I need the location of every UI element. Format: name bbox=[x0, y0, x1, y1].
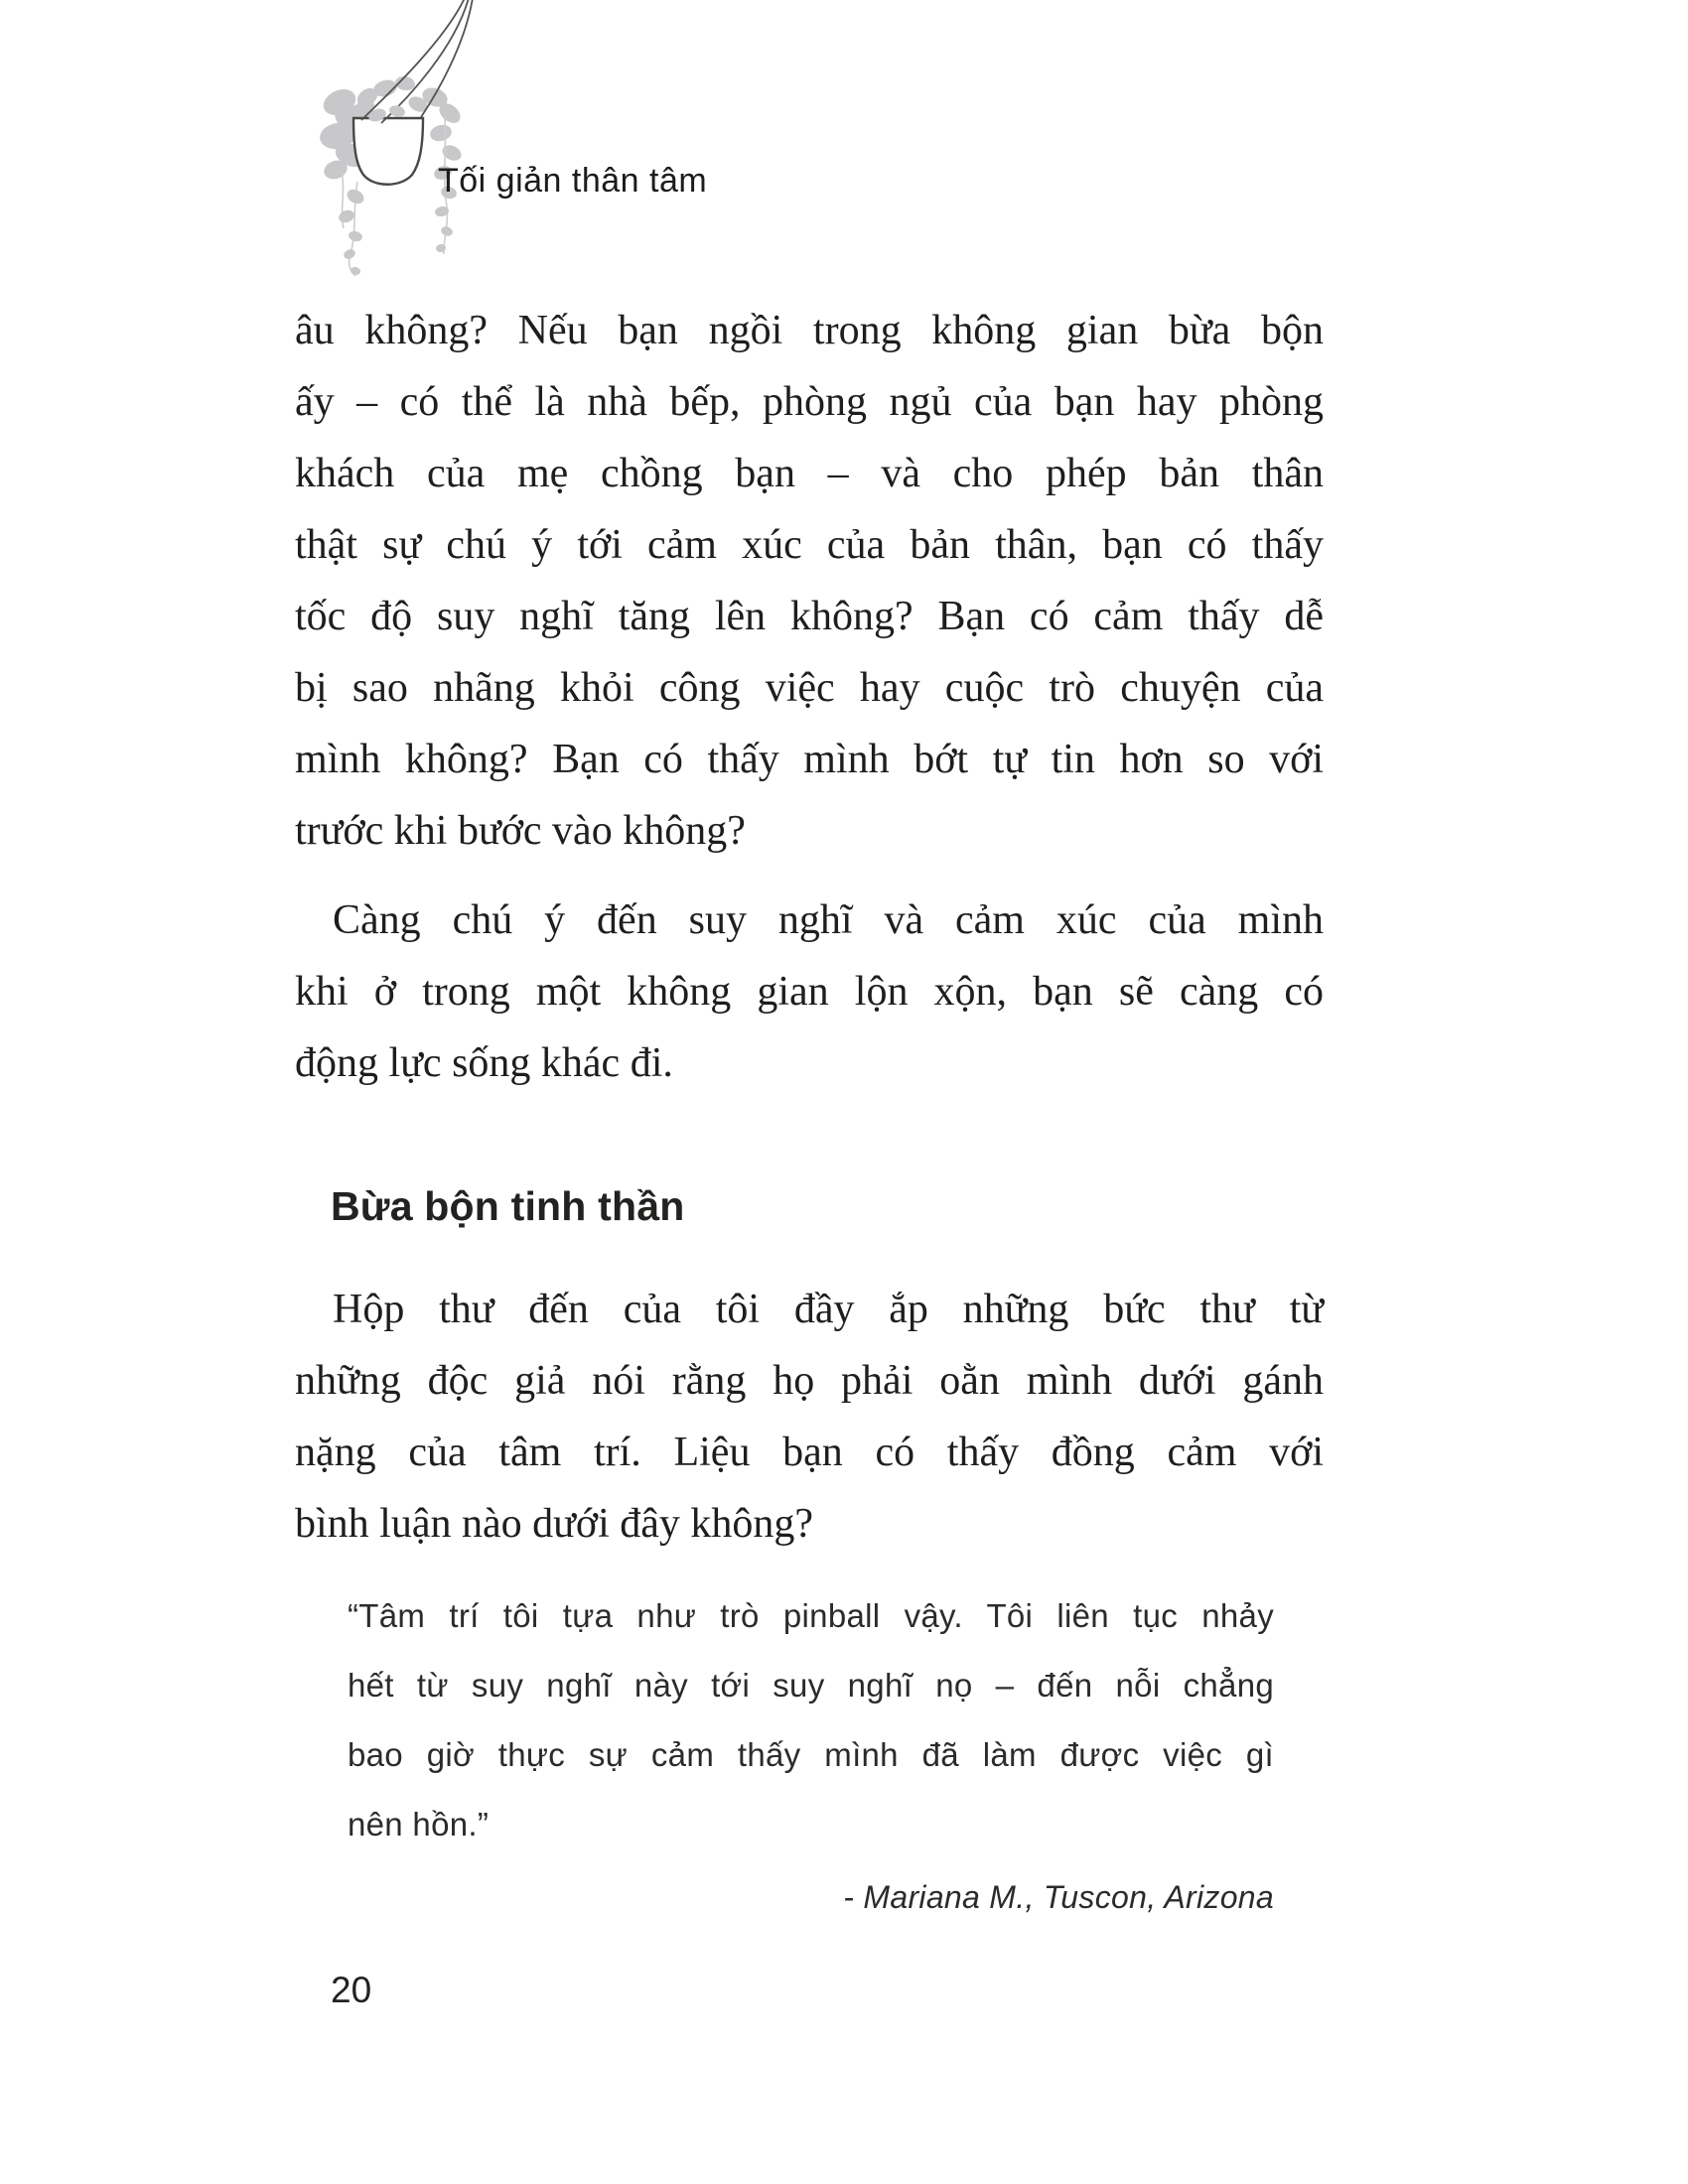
quote-line: bao giờ thực sự cảm thấy mình đã làm được việc gì bbox=[348, 1736, 1274, 1773]
running-header: Tối giản thân tâm bbox=[438, 162, 708, 200]
body-line: tốc độ suy nghĩ tăng lên không? Bạn có cảm thấy dễ bbox=[295, 594, 1324, 639]
paragraph-1 bbox=[295, 295, 1324, 867]
page-number: 20 bbox=[331, 1970, 372, 2010]
plant-pot bbox=[353, 118, 423, 185]
quote-line: hết từ suy nghĩ này tới suy nghĩ nọ – đến nỗi chẳng bbox=[348, 1667, 1274, 1704]
hanging-plant-illustration bbox=[298, 0, 496, 288]
quote-attribution: - Mariana M., Tuscon, Arizona bbox=[843, 1879, 1274, 1915]
reader-quote bbox=[348, 1581, 1274, 1859]
body-line: Hộp thư đến của tôi đầy ắp những bức thư từ bbox=[333, 1287, 1324, 1332]
body-line: trước khi bước vào không? bbox=[295, 808, 746, 854]
body-line: mình không? Bạn có thấy mình bớt tự tin hơn so với bbox=[295, 737, 1324, 782]
paragraph-3 bbox=[295, 1274, 1324, 1560]
quote-line: “Tâm trí tôi tựa như trò pinball vậy. Tôi liên tục nhảy bbox=[348, 1597, 1274, 1634]
body-line: nặng của tâm trí. Liệu bạn có thấy đồng cảm với bbox=[295, 1430, 1324, 1475]
body-line: bình luận nào dưới đây không? bbox=[295, 1501, 814, 1547]
body-line: khi ở trong một không gian lộn xộn, bạn sẽ càng có bbox=[295, 969, 1324, 1015]
body-line: thật sự chú ý tới cảm xúc của bản thân, bạn có thấy bbox=[295, 522, 1324, 568]
body-line: Càng chú ý đến suy nghĩ và cảm xúc của mình bbox=[333, 897, 1324, 943]
body-line: bị sao nhãng khỏi công việc hay cuộc trò chuyện của bbox=[295, 665, 1324, 711]
quote-line: nên hồn.” bbox=[348, 1806, 490, 1843]
body-line: động lực sống khác đi. bbox=[295, 1040, 673, 1086]
paragraph-2 bbox=[295, 885, 1324, 1099]
body-line: ấy – có thể là nhà bếp, phòng ngủ của bạn hay phòng bbox=[295, 379, 1324, 425]
body-line: âu không? Nếu bạn ngồi trong không gian bừa bộn bbox=[295, 308, 1324, 353]
body-line: khách của mẹ chồng bạn – và cho phép bản thân bbox=[295, 451, 1324, 496]
section-heading: Bừa bộn tinh thần bbox=[331, 1183, 685, 1229]
body-line: những độc giả nói rằng họ phải oằn mình dưới gánh bbox=[295, 1358, 1324, 1404]
